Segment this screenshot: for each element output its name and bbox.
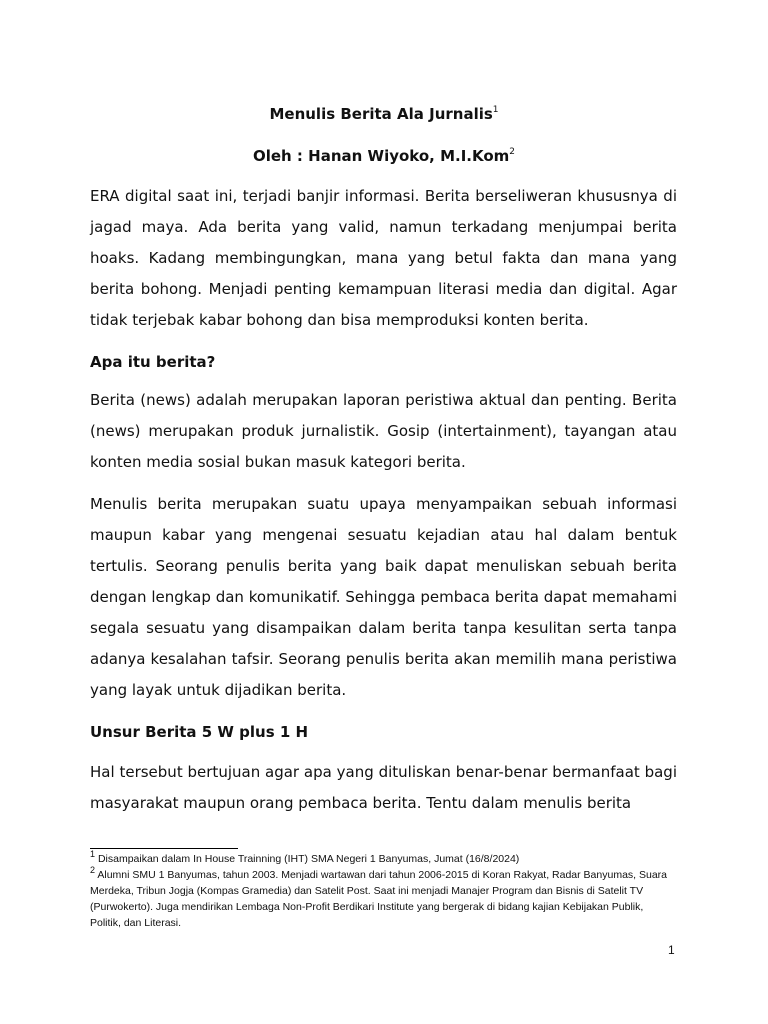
footnote-2-mark: 2 (90, 864, 96, 875)
footnote-2 (90, 864, 670, 931)
paragraph-intro: ERA digital saat ini, terjadi banjir informasi. Berita berseliweran khususnya di jagad maya. Ada berita yang valid, namun terkadang menjumpai berita hoaks. Kadang membingungkan, mana yang betul fakta dan mana yang berita bohong. Menjadi penting kemampuan literasi media dan digital. Agar tidak terjebak kabar bohong dan bisa memproduksi konten berita. (90, 187, 677, 329)
paragraph-menulis-berita: Menulis berita merupakan suatu upaya menyampaikan sebuah informasi maupun kabar yang mengenai sesuatu kejadian atau hal dalam bentuk tertulis. Seorang penulis berita yang baik dapat menuliskan sebuah berita dengan lengkap dan komunikatif. Sehingga pembaca berita dapat memahami segala sesuatu yang disampaikan dalam berita tanpa kesulitan serta tanpa adanya kesalahan tafsir. Seorang penulis berita akan memilih mana peristiwa yang layak untuk dijadikan berita. (90, 495, 677, 699)
footnote-1-text: Disampaikan dalam In House Trainning (IHT) SMA Negeri 1 Banyumas, Jumat (16/8/2024) (97, 853, 520, 865)
title-footnote-mark: 1 (492, 105, 499, 115)
section-heading-apa-itu-berita: Apa itu berita? (90, 353, 216, 371)
paragraph-tujuan: Hal tersebut bertujuan agar apa yang dituliskan benar-benar bermanfaat bagi masyarakat maupun orang pembaca berita. Tentu dalam menulis berita (90, 763, 677, 812)
footnote-1-mark: 1 (90, 848, 96, 859)
page-number: 1 (668, 943, 675, 957)
footnote-separator (90, 848, 238, 849)
document-author (0, 146, 768, 166)
document-title (0, 104, 768, 124)
author-footnote-mark: 2 (509, 147, 516, 157)
footnote-2-text: Alumni SMU 1 Banyumas, tahun 2003. Menjadi wartawan dari tahun 2006-2015 di Koran Rakyat, Radar Banyumas, Suara Merdeka, Tribun Jogja (Kompas Gramedia) dan Satelit Post. Saat ini menjadi Manajer Program dan Bisnis di Satelit TV (Purwokerto). Juga mendirikan Lembaga Non-Profit Berdikari Institute yang bergerak di bidang kajian Kebijakan Publik, Politik, dan Literasi. (90, 869, 668, 929)
paragraph-definition: Berita (news) adalah merupakan laporan peristiwa aktual dan penting. Berita (news) merupakan produk jurnalistik. Gosip (intertainment), tayangan atau konten media sosial bukan masuk kategori berita. (90, 391, 677, 471)
author-text: Oleh : Hanan Wiyoko, M.I.Kom (252, 147, 510, 165)
section-heading-unsur-berita: Unsur Berita 5 W plus 1 H (90, 723, 309, 741)
footnote-1 (90, 848, 670, 867)
title-text: Menulis Berita Ala Jurnalis (269, 105, 493, 123)
